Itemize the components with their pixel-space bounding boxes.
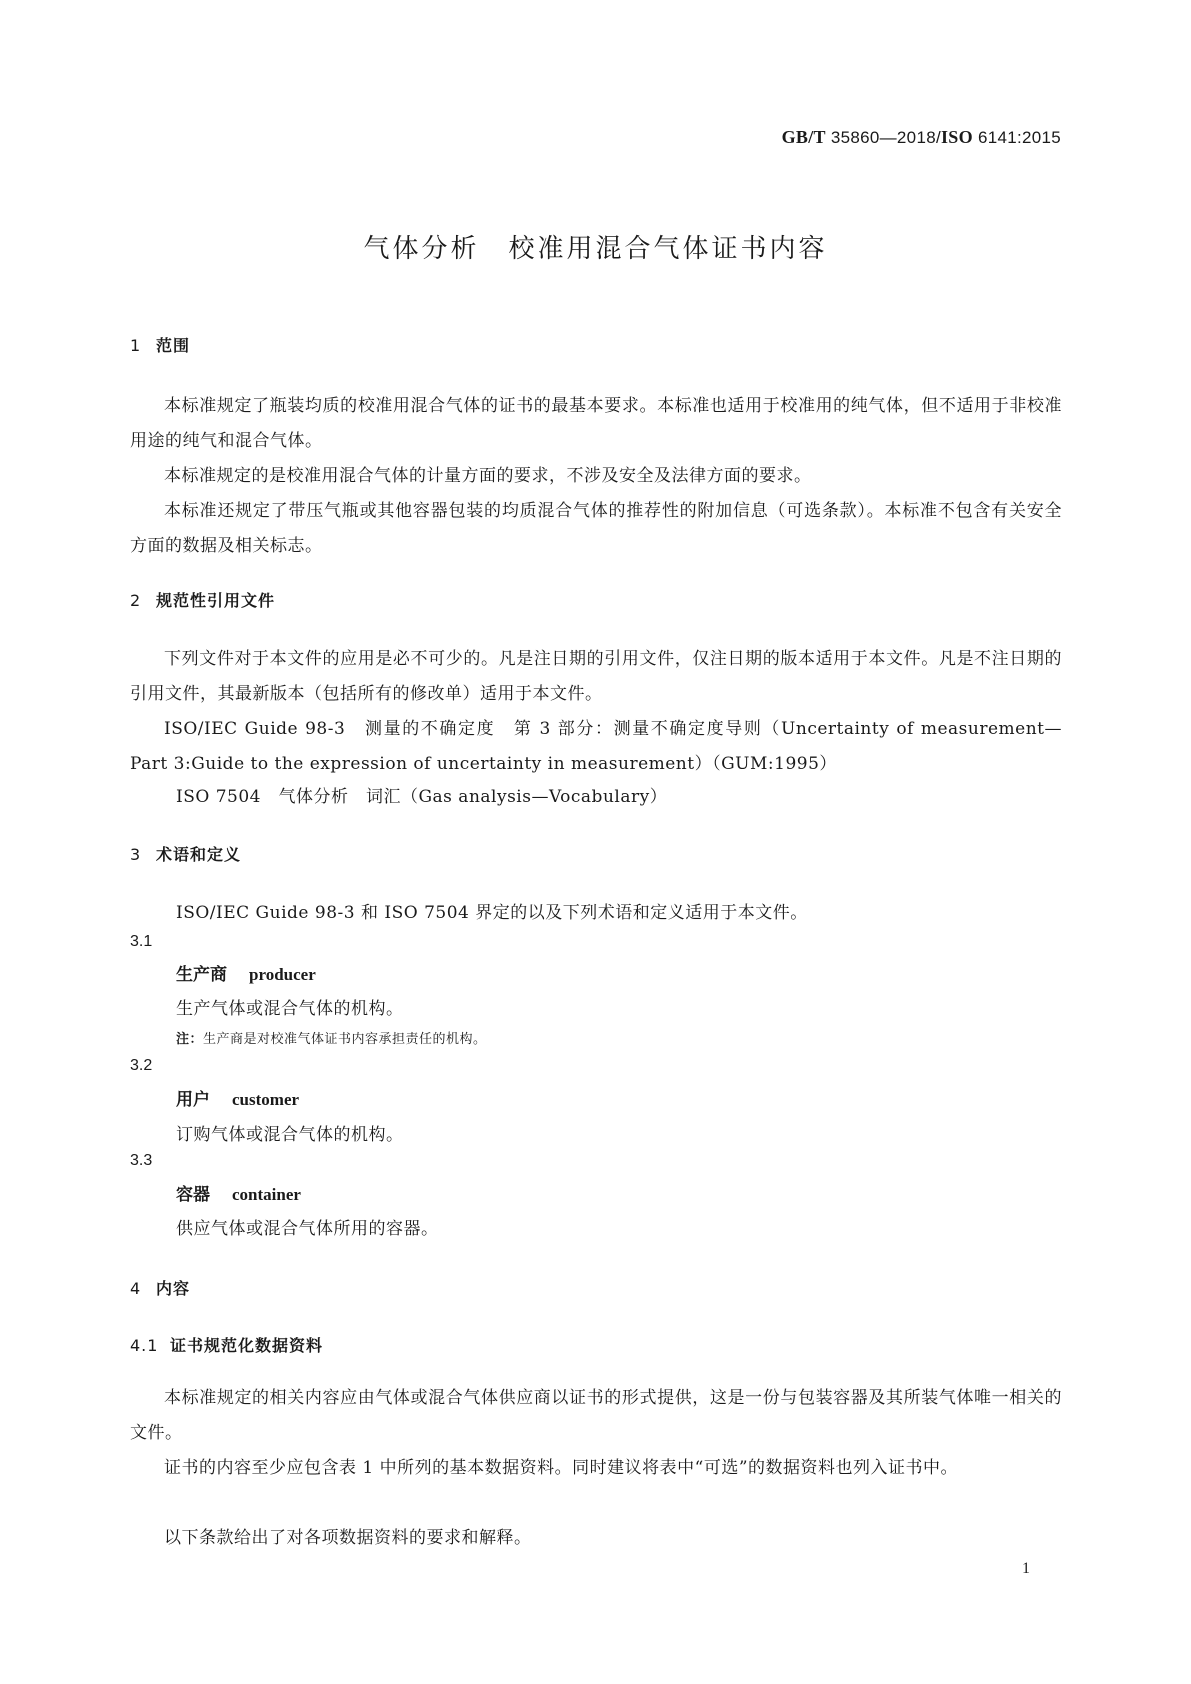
standard-number xyxy=(782,127,1061,148)
section-title: 规范性引用文件 xyxy=(156,591,276,610)
term-heading xyxy=(176,960,316,985)
term-note xyxy=(176,1028,487,1047)
document-title: 气体分析 校准用混合气体证书内容 xyxy=(363,234,828,264)
iso-number: 6141:2015 xyxy=(977,128,1061,147)
section-title: 范围 xyxy=(156,336,191,355)
page-number: 1 xyxy=(1022,1560,1030,1577)
term-zh: 容器 xyxy=(176,1185,210,1205)
term-heading xyxy=(176,1180,301,1205)
iso-prefix: ISO xyxy=(940,127,973,147)
section-title: 术语和定义 xyxy=(156,845,242,864)
term-heading xyxy=(176,1085,299,1110)
term-definition: 供应气体或混合气体所用的容器。 xyxy=(176,1219,439,1239)
paragraph: 本标准规定的是校准用混合气体的计量方面的要求，不涉及安全及法律方面的要求。 xyxy=(164,466,812,486)
term-zh: 生产商 xyxy=(176,965,227,985)
term-en: customer xyxy=(232,1090,300,1109)
terms-intro: ISO/IEC Guide 98-3 和 ISO 7504 界定的以及下列术语和定义适用于本文件。 xyxy=(176,903,808,923)
term-number: 3.1 xyxy=(130,933,153,950)
section-number: 2 xyxy=(130,591,142,610)
paragraph: 以下条款给出了对各项数据资料的要求和解释。 xyxy=(164,1528,532,1548)
section-number: 1 xyxy=(130,336,142,355)
std-number: 35860—2018/ xyxy=(830,128,941,147)
paragraph: 本标准还规定了带压气瓶或其他容器包装的均质混合气体的推荐性的附加信息（可选条款）。本标准不包含有关安全方面的数据及相关标志。 xyxy=(130,501,1062,556)
note-text: 生产商是对校准气体证书内容承担责任的机构。 xyxy=(203,1032,487,1047)
term-number: 3.2 xyxy=(130,1057,153,1074)
section-4-heading xyxy=(130,1276,190,1299)
section-2-heading xyxy=(130,588,275,611)
paragraph: 本标准规定的相关内容应由气体或混合气体供应商以证书的形式提供，这是一份与包装容器及其所装气体唯一相关的文件。 xyxy=(130,1388,1062,1443)
paragraph: 证书的内容至少应包含表 1 中所列的基本数据资料。同时建议将表中“可选”的数据资料也列入证书中。 xyxy=(164,1458,959,1478)
section-3-heading xyxy=(130,842,241,865)
term-definition: 订购气体或混合气体的机构。 xyxy=(176,1125,404,1145)
term-number: 3.3 xyxy=(130,1152,153,1169)
reference-iso-iec-guide: ISO/IEC Guide 98-3 测量的不确定度 第 3 部分：测量不确定度导则（Uncertainty of measurement—Part 3:Guide to the expression of uncertainty in measurement）（GUM:1995） xyxy=(130,719,1062,774)
subsection-number: 4.1 xyxy=(130,1336,159,1355)
term-en: producer xyxy=(249,965,316,984)
term-definition: 生产气体或混合气体的机构。 xyxy=(176,999,404,1019)
section-title: 内容 xyxy=(156,1279,191,1298)
section-number: 4 xyxy=(130,1279,142,1298)
reference-iso-7504: ISO 7504 气体分析 词汇（Gas analysis—Vocabulary） xyxy=(176,787,668,807)
term-zh: 用户 xyxy=(176,1090,210,1110)
paragraph: 本标准规定了瓶装均质的校准用混合气体的证书的最基本要求。本标准也适用于校准用的纯气体，但不适用于非校准用途的纯气和混合气体。 xyxy=(130,396,1062,451)
note-label: 注： xyxy=(176,1032,204,1047)
std-prefix: GB/T xyxy=(781,127,826,147)
term-en: container xyxy=(232,1185,301,1204)
section-number: 3 xyxy=(130,845,142,864)
section-1-heading xyxy=(130,333,190,356)
paragraph: 下列文件对于本文件的应用是必不可少的。凡是注日期的引用文件，仅注日期的版本适用于本文件。凡是不注日期的引用文件，其最新版本（包括所有的修改单）适用于本文件。 xyxy=(130,649,1062,704)
subsection-4-1-heading xyxy=(130,1333,323,1356)
subsection-title: 证书规范化数据资料 xyxy=(170,1336,324,1355)
